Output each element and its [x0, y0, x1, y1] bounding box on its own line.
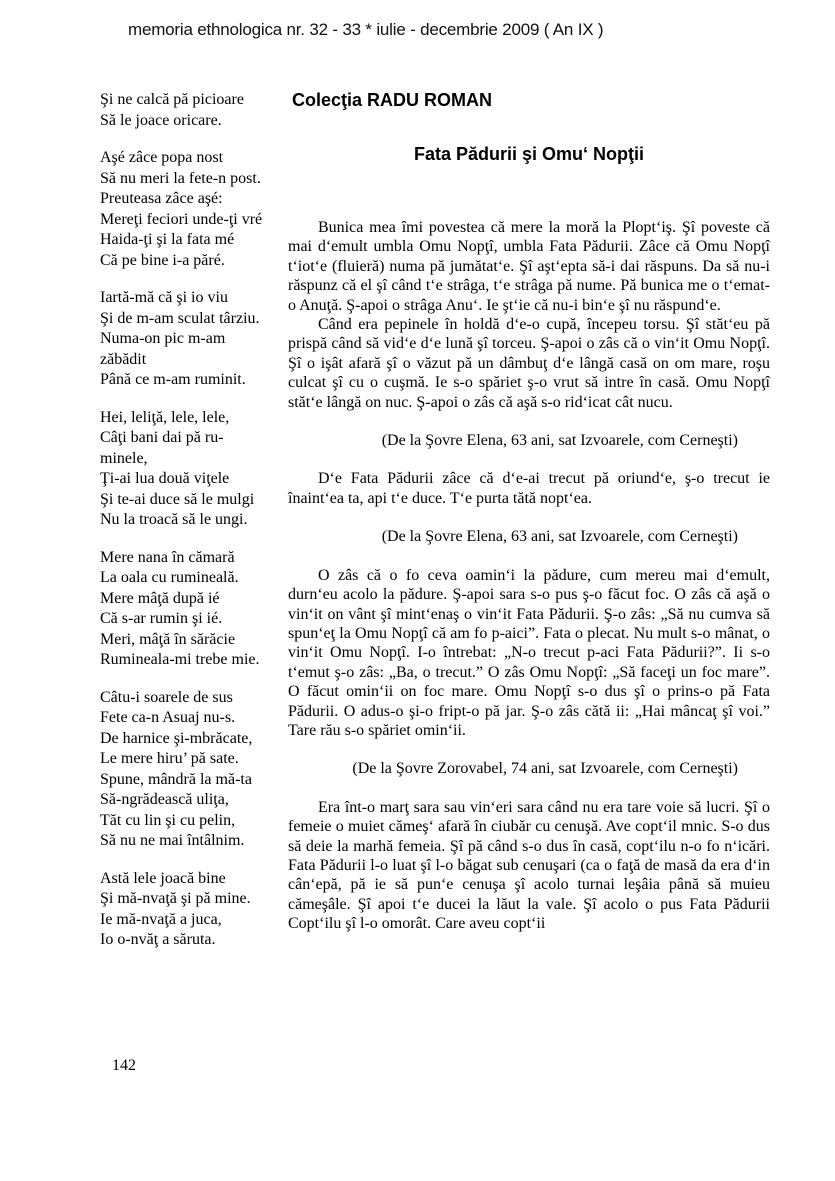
poem-line: Mere mâţă după ié: [100, 589, 220, 607]
poem-line: La oala cu rumineală.: [100, 569, 239, 586]
poem-line: Că s-ar rumin şi ié.: [100, 610, 223, 627]
story-title: Fata Pădurii şi Omu‘ Nopţii: [413, 144, 645, 164]
story-paragraph-1: Bunica mea îmi povestea că mere la moră la Plopt‘iş. Şî poveste că mai d‘emult umbla Omu Nopţî, umbla Fata Pădurii. Zâce că Omu Nopţî t‘iot‘e (fluieră) numa pă jumătat‘e. Şî aşt‘epta să-i dai răspuns. Da să nu-i răspunz că el şî când t‘e strâga, t‘e strâga pă nume. Pă bunica me o t‘emat-o Anuţă. Ş-apoi o strâga Anu‘. Ie şt‘ie că nu-i bin‘e şî nu răspund‘e.: [288, 219, 770, 314]
poem-line: Meri, mâţă în sărăcie: [100, 630, 236, 648]
poem-line: Până ce m-am ruminit.: [100, 371, 246, 388]
poem-line: Să le joace oricare.: [100, 111, 222, 129]
poem-line: zăbădit: [100, 350, 147, 368]
poem-line: Aşé zâce popa nost: [100, 149, 224, 166]
poem-line: De harnice şi-mbrăcate,: [100, 729, 253, 747]
poem-line: Să-ngrădească uliţa,: [100, 791, 229, 808]
story-paragraph-3: D‘e Fata Pădurii zâce că d‘e-ai trecut pă oriund‘e, ş-o trecut ie înaint‘ea ta, api t‘e duce. T‘e purta tătă nopt‘ea.: [288, 470, 770, 507]
source-attribution-3: (De la Şovre Zorovabel, 74 ani, sat Izvoarele, com Cerneşti): [352, 760, 738, 778]
poem-stanza: [100, 688, 288, 852]
story-column: [288, 90, 770, 934]
source-attribution-1: (De la Şovre Elena, 63 ani, sat Izvoarele, com Cerneşti): [381, 432, 738, 450]
poem-line: Fete ca-n Asuaj nu-s.: [100, 709, 236, 726]
story-paragraph-2: Când era pepinele în holdă d‘e-o cupă, începeu torsu. Şî stăt‘eu pă prispă când să vid‘e d‘e lună şî torceu. Ş-apoi o zâs că o vin‘it Omu Nopţî. Şî o işât afară şî o văzut pă un dâmbuţ d‘e lângă casă on om mare, roşu culcat şî cu o cuşmă. Ie s-o spăriet ş-o vrut să intre în casă. Omu Nopţî stăt‘e lângă on nuc. Ş-apoi o zâs că aşă s-o rid‘icat cât nucu.: [288, 316, 770, 411]
poem-line: Şi de m-am sculat târziu.: [100, 309, 260, 327]
poem-line: Spune, mândră la mă-ta: [100, 770, 252, 788]
journal-header: memoria ethnologica nr. 32 - 33 * iulie - decembrie 2009 ( An IX ): [128, 20, 604, 39]
poem-stanza: [100, 869, 288, 951]
poem-line: Şi te-ai duce să le mulgi: [100, 490, 255, 508]
poem-stanza: [100, 548, 288, 671]
poem-line: Rumineala-mi trebe mie.: [100, 651, 260, 668]
collection-title: Colecţia RADU ROMAN: [292, 90, 493, 110]
poem-line: Haida-ţi şi la fata mé: [100, 231, 235, 248]
poem-line: Preuteasa zâce aşé:: [100, 190, 223, 207]
story-paragraph-5: Era înt-o marţ sara sau vin‘eri sara când nu era tare voie să lucri. Şî o femeie o muiet cămeş‘ afară în ciubăr cu cenuşă. Ave copt‘il mnic. S-o dus să deie la marhă femeia. Şî pă când s-o dus în casă, copt‘ilu n-o fo n‘icări. Fata Pădurii l-o luat şî l-o băgat sub cenuşari (ca o faţă de masă da era d‘in cân‘epă, pă ie să pun‘e cenuşa şî acolo turnai leşâia până să muieu cămeşâle. Şî apoi t‘e ducei la lăut la vale. Şî acolo o pus Fata Pădurii Copt‘ilu şî l-o omorât. Care aveu copt‘ii: [288, 798, 770, 933]
poem-stanza: [100, 90, 288, 131]
poem-line: Ie mă-nvaţă a juca,: [100, 910, 222, 928]
poem-line: Mereţi feciori unde-ţi vré: [100, 210, 263, 228]
poem-stanza: [100, 288, 288, 391]
poem-stanza: [100, 148, 288, 271]
poem-line: Câtu-i soarele de sus: [100, 688, 233, 706]
poem-column: [100, 90, 288, 968]
poem-line: Numa-on pic m-am: [100, 330, 226, 347]
poem-line: Astă lele joacă bine: [100, 869, 226, 887]
poem-line: minele,: [100, 449, 148, 467]
poem-line: Le mere hiru’ pă sate.: [100, 750, 239, 767]
poem-line: Hei, leliţă, lele, lele,: [100, 408, 230, 426]
poem-line: Să nu meri la fete-n post.: [100, 169, 261, 187]
poem-line: Şi ne calcă pă picioare: [100, 91, 244, 108]
poem-line: Tăt cu lin şi cu pelin,: [100, 811, 236, 829]
page-number: 142: [112, 1057, 136, 1074]
source-attribution-2: (De la Şovre Elena, 63 ani, sat Izvoarele, com Cerneşti): [381, 528, 738, 546]
poem-line: Iartă-mă că şi io viu: [100, 289, 228, 306]
poem-line: Mere nana în cămară: [100, 548, 235, 566]
story-paragraph-4: O zâs că o fo ceva oamin‘i la pădure, cum mereu mai d‘emult, durn‘eu acolo la pădure. Ş-apoi sara s-o pus ş-o făcut foc. O zâs că aşă o vin‘it on vânt şî mint‘enaş o vin‘it Fata Pădurii. Ş-o zâs: „Să nu cumva să spun‘eţ la Omu Nopţî că am fo p-aici”. Fata o plecat. Nu mult s-o mânat, o vin‘it Omu Nopţî. I-o întrebat: „N-o trecut p-aci Fata Pădurii?”. Ii s-o t‘emut ş-o zâs: „Ba, o trecut.” O zâs Omu Nopţî: „Să faceţi un foc mare”. O făcut omin‘ii on foc mare. Omu Nopţî s-o dus şî o prins-o pă Fata Pădurii. O adus-o şi-o fript-o pă jar. Ş-o zâs cătă ii: „Hai mâncaţ şî voi.” Tare rău s-o spăriet omin‘ii.: [288, 566, 770, 739]
poem-line: Ţi-ai lua două viţele: [100, 470, 230, 487]
poem-stanza: [100, 408, 288, 531]
poem-line: Io o-nvăţ a săruta.: [100, 931, 216, 948]
poem-line: Să nu ne mai întâlnim.: [100, 832, 245, 849]
poem-line: Nu la troacă să le ungi.: [100, 511, 248, 528]
poem-line: Şi mă-nvaţă şi pă mine.: [100, 890, 251, 907]
poem-line: Că pe bine i-a păré.: [100, 251, 225, 269]
poem-line: Câţi bani dai pă ru-: [100, 429, 224, 446]
